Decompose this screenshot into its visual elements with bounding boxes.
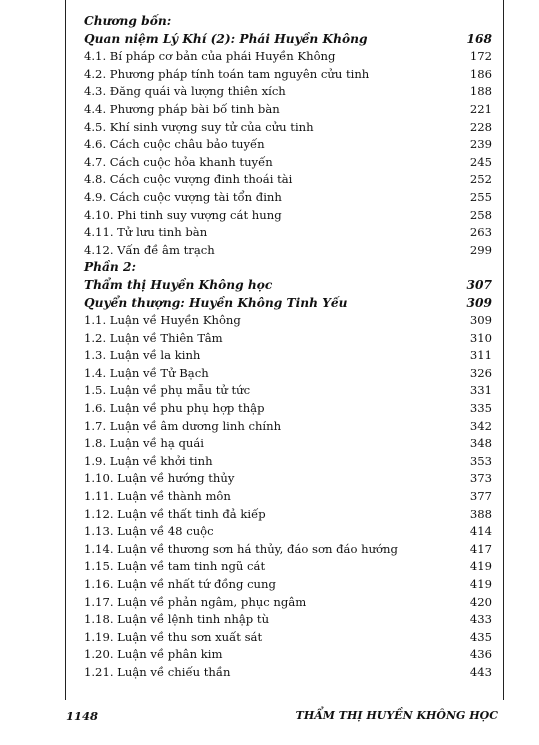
toc-entry-title: Quyển thượng: Huyền Không Tinh Yếu <box>84 295 348 310</box>
toc-entry-page: 311 <box>469 348 492 363</box>
toc-heading <box>84 13 492 31</box>
toc-entry-page: 258 <box>469 207 492 222</box>
toc-entry-page: 419 <box>469 559 492 574</box>
toc-entry-title: 4.7. Cách cuộc hỏa khanh tuyến <box>84 154 273 169</box>
toc-entry <box>84 664 492 682</box>
toc-entry-title: Quan niệm Lý Khí (2): Phái Huyền Không <box>84 31 368 46</box>
toc-entry <box>84 347 492 365</box>
page-footer <box>66 707 498 725</box>
toc-entry-page: 443 <box>469 664 492 679</box>
toc-entry-title: 4.3. Đăng quái và lượng thiên xích <box>84 84 286 99</box>
toc-entry-page: 335 <box>469 401 492 416</box>
toc-entry <box>84 154 492 172</box>
toc-entry-page: 417 <box>469 541 492 556</box>
toc-entry-page: 255 <box>469 189 492 204</box>
toc-entry <box>84 312 492 330</box>
toc-heading <box>84 295 492 313</box>
toc-entry <box>84 224 492 242</box>
toc-entry-page: 239 <box>469 137 492 152</box>
toc-entry-page: 307 <box>466 277 492 292</box>
toc-entry <box>84 435 492 453</box>
toc-entry-page: 172 <box>469 49 492 64</box>
toc-entry-page: 186 <box>469 66 492 81</box>
toc-entry-page: 348 <box>469 436 492 451</box>
toc-entry-page: 435 <box>469 629 492 644</box>
toc-entry-page: 168 <box>466 31 492 46</box>
toc-entry-title: 4.2. Phương pháp tính toán tam nguyên cửu tinh <box>84 66 370 81</box>
toc-entry <box>84 453 492 471</box>
toc-entry <box>84 611 492 629</box>
toc-entry-title: 1.3. Luận về la kinh <box>84 348 201 363</box>
toc-entry <box>84 400 492 418</box>
toc-entry-page: 310 <box>469 330 492 345</box>
toc-entry-title: 1.11. Luận về thành môn <box>84 489 231 504</box>
toc-entry-page: 263 <box>469 225 492 240</box>
toc-entry-title: 4.8. Cách cuộc vượng đinh thoái tài <box>84 172 293 187</box>
toc-entry-page: 436 <box>469 647 492 662</box>
toc-entry-title: 4.1. Bí pháp cơ bản của phái Huyền Không <box>84 49 336 64</box>
toc-entry-title: 4.5. Khí sinh vượng suy tử của cửu tinh <box>84 119 314 134</box>
toc-entry <box>84 418 492 436</box>
toc-entry <box>84 136 492 154</box>
toc-entry-page: 373 <box>469 471 492 486</box>
page-border-left <box>65 0 66 700</box>
toc-entry-page: 245 <box>469 154 492 169</box>
toc-entry-title: 1.10. Luận về hướng thủy <box>84 471 235 486</box>
toc-entry-page: 331 <box>469 383 492 398</box>
toc-entry <box>84 558 492 576</box>
toc-entry-title: Thẩm thị Huyền Không học <box>84 277 273 292</box>
toc-entry-title: 4.12. Vấn đề âm trạch <box>84 242 215 257</box>
toc-entry-page: 188 <box>469 84 492 99</box>
toc-entry <box>84 207 492 225</box>
toc-heading <box>84 277 492 295</box>
toc-entry <box>84 576 492 594</box>
toc-entry <box>84 365 492 383</box>
toc-entry <box>84 330 492 348</box>
toc-entry <box>84 171 492 189</box>
toc-entry <box>84 119 492 137</box>
toc-entry-title: 1.15. Luận về tam tinh ngũ cát <box>84 559 266 574</box>
toc-entry-page: 353 <box>469 453 492 468</box>
toc-entry-title: 1.14. Luận về thương sơn há thủy, đáo sơn đáo hướng <box>84 541 398 556</box>
toc-entry-title: 1.18. Luận về lệnh tinh nhập tù <box>84 612 270 627</box>
toc-entry-title: 4.6. Cách cuộc châu bảo tuyến <box>84 137 265 152</box>
toc-entry-page: 342 <box>469 418 492 433</box>
toc-entry-page: 299 <box>469 242 492 257</box>
toc-entry-page: 252 <box>469 172 492 187</box>
toc-entry <box>84 83 492 101</box>
toc-entry-title: 1.6. Luận về phu phụ hợp thập <box>84 401 265 416</box>
toc-entry-title: 1.4. Luận về Tử Bạch <box>84 365 209 380</box>
toc-entry-title: 1.13. Luận về 48 cuộc <box>84 524 214 539</box>
toc-entry-title: 4.11. Tử lưu tinh bàn <box>84 225 208 240</box>
toc-entry-page: 377 <box>469 489 492 504</box>
table-of-contents <box>84 13 492 682</box>
toc-heading <box>84 259 492 277</box>
toc-entry <box>84 242 492 260</box>
toc-entry <box>84 189 492 207</box>
toc-entry <box>84 629 492 647</box>
toc-entry-title: 1.21. Luận về chiếu thần <box>84 664 231 679</box>
toc-entry-title: 1.8. Luận về hạ quái <box>84 436 204 451</box>
toc-entry-title: 1.1. Luận về Huyền Không <box>84 313 241 328</box>
toc-entry-page: 326 <box>469 365 492 380</box>
toc-entry-title: 4.10. Phi tinh suy vượng cát hung <box>84 207 282 222</box>
toc-entry-page: 309 <box>469 313 492 328</box>
toc-entry-page: 309 <box>466 295 492 310</box>
toc-entry-page: 228 <box>469 119 492 134</box>
toc-entry-title: 1.12. Luận về thất tinh đả kiếp <box>84 506 266 521</box>
toc-entry-page: 433 <box>469 612 492 627</box>
toc-entry-title: 1.19. Luận về thu sơn xuất sát <box>84 629 263 644</box>
toc-entry <box>84 48 492 66</box>
toc-entry-title: 4.4. Phương pháp bài bố tinh bàn <box>84 101 280 116</box>
toc-entry <box>84 101 492 119</box>
toc-entry-page: 388 <box>469 506 492 521</box>
toc-entry-title: 1.17. Luận về phản ngâm, phục ngâm <box>84 594 307 609</box>
toc-entry-title: 1.16. Luận về nhất tứ đồng cung <box>84 577 276 591</box>
toc-entry-page: 414 <box>469 524 492 539</box>
toc-entry-title: 1.20. Luận về phân kim <box>84 647 223 662</box>
toc-entry-page: 221 <box>469 101 492 116</box>
page-border-right <box>503 0 504 700</box>
toc-entry <box>84 541 492 559</box>
toc-entry-page: 420 <box>469 594 492 609</box>
toc-entry <box>84 382 492 400</box>
toc-entry <box>84 594 492 612</box>
toc-entry <box>84 646 492 664</box>
toc-entry-title: 1.2. Luận về Thiên Tâm <box>84 330 223 345</box>
toc-entry <box>84 488 492 506</box>
toc-entry-title: Chương bốn: <box>84 14 172 28</box>
toc-entry-title: 4.9. Cách cuộc vượng tài tổn đinh <box>84 189 282 204</box>
toc-heading <box>84 31 492 49</box>
toc-entry <box>84 470 492 488</box>
toc-entry-page: 419 <box>469 577 492 591</box>
toc-entry <box>84 66 492 84</box>
toc-entry-title: 1.5. Luận về phụ mẫu tử tức <box>84 383 251 398</box>
toc-entry <box>84 523 492 541</box>
footer-book-title: THẨM THỊ HUYỀN KHÔNG HỌC <box>295 709 498 722</box>
toc-entry-title: Phần 2: <box>84 260 137 275</box>
toc-entry-title: 1.9. Luận về khởi tinh <box>84 453 213 468</box>
footer-page-number: 1148 <box>66 709 99 723</box>
toc-entry-title: 1.7. Luận về âm dương linh chính <box>84 418 282 433</box>
toc-entry <box>84 506 492 524</box>
